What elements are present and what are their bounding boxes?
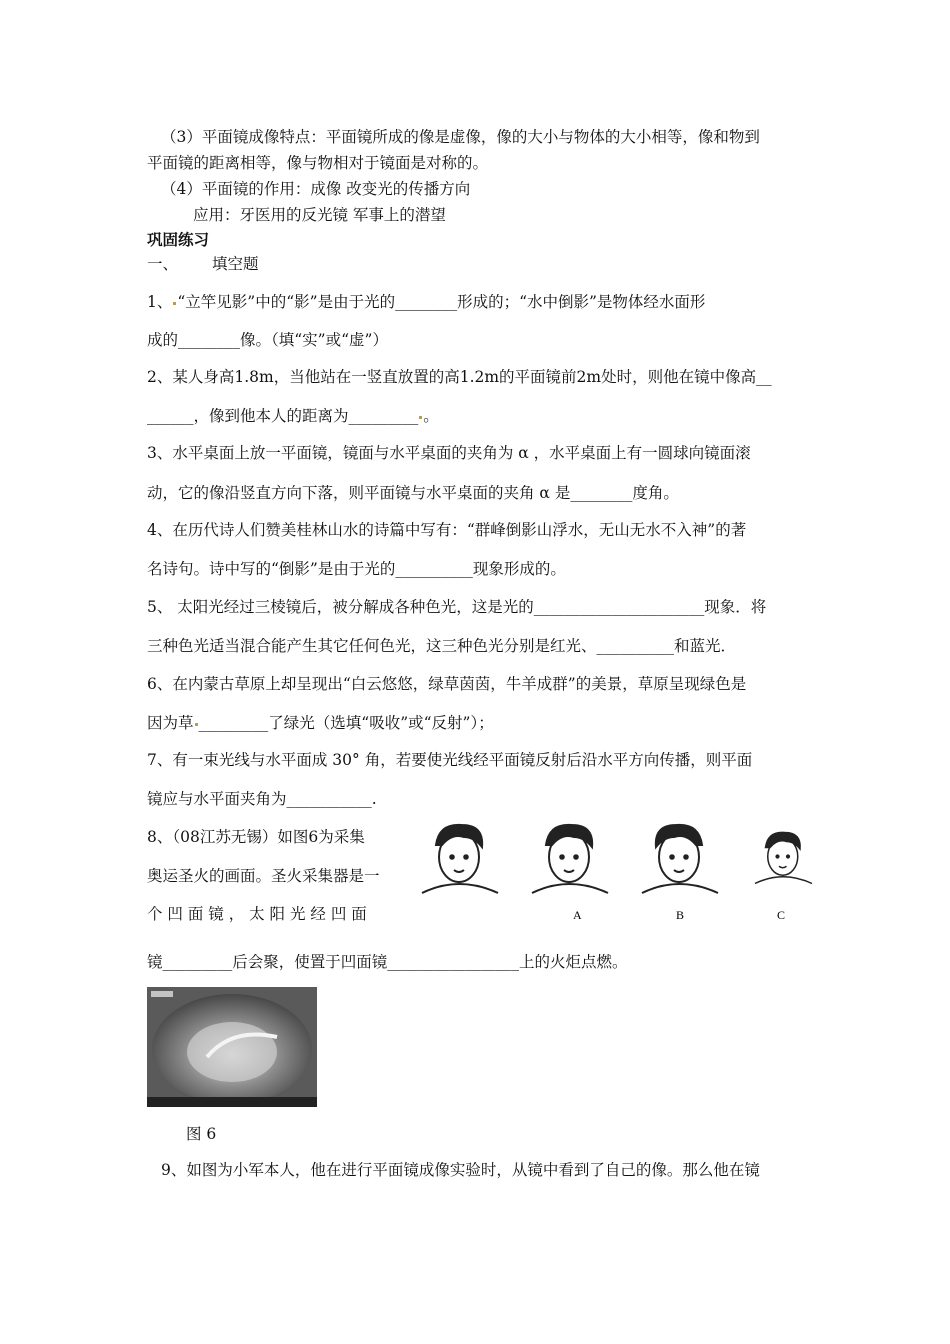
question-5-line-2: 三种色光适当混合能产生其它任何色光，这三种色光分别是红光、__________和蓝光． bbox=[147, 637, 737, 655]
section-number: 一、 bbox=[147, 255, 179, 273]
mark-dot bbox=[195, 723, 198, 726]
text-line: （3）平面镜成像特点：平面镜所成的像是虚像，像的大小与物体的大小相等，像和物到 bbox=[161, 128, 760, 146]
text-line: 平面镜的距离相等，像与物相对于镜面是对称的。 bbox=[147, 154, 489, 172]
question-3-line-1: 3、水平桌面上放一平面镜，镜面与水平桌面的夹角为 α ，水平桌面上有一圆球向镜面滚 bbox=[147, 444, 751, 462]
text-line: 应用：牙医用的反光镜 军事上的潜望 bbox=[193, 206, 446, 224]
question-number: 1、 bbox=[147, 293, 173, 311]
question-text: _________了绿光（选填“吸收”或“反射”）； bbox=[198, 714, 494, 732]
question-8-line-2: 奥运圣火的画面。圣火采集器是一 bbox=[147, 867, 380, 885]
question-6-line-1: 6、在内蒙古草原上却呈现出“白云悠悠，绿草茵茵，牛羊成群”的美景，草原呈现绿色是 bbox=[147, 675, 747, 693]
face-c bbox=[755, 832, 812, 883]
face-label-c: C bbox=[777, 908, 786, 922]
question-text: 因为草 bbox=[147, 714, 194, 732]
question-1-line-1 bbox=[147, 292, 705, 312]
question-8-line-3: 个 凹 面 镜 ， 太 阳 光 经 凹 面 bbox=[147, 905, 367, 923]
mark-dot bbox=[419, 416, 422, 419]
face-label-b: B bbox=[676, 908, 685, 922]
question-2-line-1: 2、某人身高1.8m，当他站在一竖直放置的高1.2m的平面镜前2m处时，则他在镜中像高__ bbox=[147, 368, 772, 386]
figure-caption: 图 6 bbox=[186, 1125, 217, 1143]
face-label-a: A bbox=[573, 908, 582, 922]
section-heading: 巩固练习 bbox=[147, 231, 210, 249]
face-a bbox=[532, 825, 608, 893]
question-5-line-1: 5、 太阳光经过三棱镜后，被分解成各种色光，这是光的______________________现象．将 bbox=[147, 598, 767, 616]
face-original bbox=[422, 825, 498, 893]
question-8-line-4: 镜_________后会聚，使置于凹面镜_________________上的火炬点燃。 bbox=[147, 953, 628, 971]
question-7-line-2: 镜应与水平面夹角为___________. bbox=[147, 790, 377, 808]
question-8-line-1: 8、（08江苏无锡）如图6为采集 bbox=[147, 828, 365, 846]
question-7-line-1: 7、有一束光线与水平面成 30° 角，若要使光线经平面镜反射后沿水平方向传播，则平面 bbox=[147, 751, 753, 769]
mark-dot bbox=[173, 302, 176, 305]
question-text: “立竿见影”中的“影”是由于光的________形成的；“水中倒影”是物体经水面形 bbox=[177, 293, 706, 311]
section-title: 填空题 bbox=[212, 255, 259, 273]
question-4-line-2: 名诗句。诗中写的“倒影”是由于光的__________现象形成的。 bbox=[147, 560, 566, 578]
question-3-line-2: 动，它的像沿竖直方向下落，则平面镜与水平桌面的夹角 α 是________度角。 bbox=[147, 484, 679, 502]
question-6-line-2 bbox=[147, 713, 494, 733]
face-b bbox=[642, 825, 718, 893]
question-9-line-1: 9、如图为小军本人，他在进行平面镜成像实验时，从镜中看到了自己的像。那么他在镜 bbox=[161, 1161, 760, 1179]
question-4-line-1: 4、在历代诗人们赞美桂林山水的诗篇中写有：“群峰倒影山浮水，无山无水不入神”的著 bbox=[147, 521, 747, 539]
faces-figure bbox=[414, 815, 814, 925]
question-1-line-2: 成的________像。（填“实”或“虚”） bbox=[147, 331, 388, 349]
question-text: ______，像到他本人的距离为_________ bbox=[147, 407, 419, 425]
text-line: （4）平面镜的作用：成像 改变光的传播方向 bbox=[161, 180, 471, 198]
question-text: 。 bbox=[423, 407, 439, 425]
concave-mirror-photo bbox=[147, 987, 317, 1107]
question-2-line-2 bbox=[147, 406, 439, 426]
